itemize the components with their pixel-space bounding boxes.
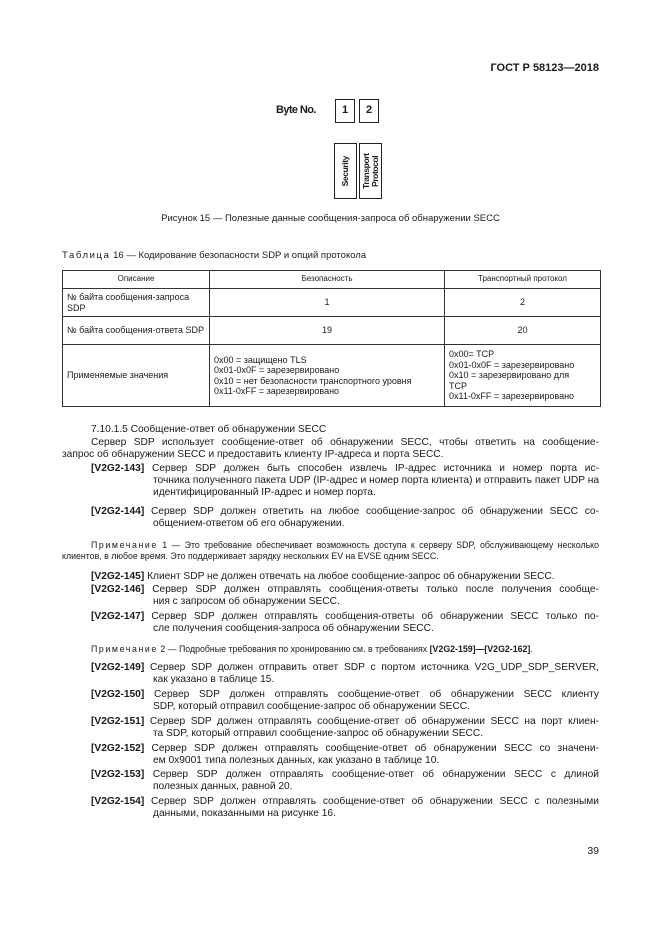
figure-caption: Рисунок 15 — Полезные данные сообщения-запроса об обнаружении SECC [161, 213, 500, 224]
byte-number-cell: 1 [335, 99, 355, 123]
requirement-text: Сервер SDP должен отправлять сообщение-ответ об обнаружении SECC клиенту [153, 689, 599, 700]
requirement-151 [91, 716, 599, 740]
value-line: 0x10 = зарезервировано для [449, 370, 570, 381]
note-prefix: Примечание [91, 644, 158, 654]
table-cell: 19 [210, 317, 445, 345]
requirement-text: Сервер SDP должен отправлять сообщение-ответ об обнаружении SECC со значени- [151, 743, 599, 754]
note-1 [62, 540, 599, 562]
requirement-text: как указано в таблице 15. [153, 674, 275, 686]
note-text: 1 — Это требование обеспечивает возможность доступа к серверу SDP, обслуживающему несколько клиентов, в любое время. Это поддерживает зарядку нескольких EV на EVSE одним SECC. [62, 540, 600, 561]
document-id: ГОСТ Р 58123—2018 [490, 62, 599, 74]
requirement-text: точника полученного пакета UDP (IP-адрес и номер порта клиента) и отправить пакет UDP на идентифицированный IP-адрес и номер порта. [153, 475, 599, 499]
page-number: 39 [587, 845, 599, 857]
column-header: Описание [63, 271, 210, 289]
table-row [63, 317, 601, 345]
requirement-text: Сервер SDP должен отправить ответ SDP с портом источника V2G_UDP_SDP_SERVER, [150, 662, 599, 673]
value-line: 0x00 = защищено TLS [214, 354, 307, 365]
field-label: Security [340, 155, 350, 187]
value-line: 0x01-0x0F = зарезервировано [449, 359, 575, 370]
requirement-tag: [V2G2-154] [91, 796, 145, 807]
table-cell: 1 [210, 289, 445, 317]
requirement-tag: [V2G2-147] [91, 611, 145, 622]
requirement-text: SDP, который отправил сообщение-запрос об обнаружении SECC. [153, 701, 470, 713]
requirement-tag: [V2G2-152] [91, 743, 145, 754]
requirement-149 [91, 662, 599, 686]
table-row [63, 289, 601, 317]
requirement-tag: [V2G2-145] [91, 571, 145, 582]
byte-no-label: Byte No. [276, 104, 316, 116]
table-row [63, 345, 601, 407]
requirement-text: ем 0x9001 типа полезных данных, как указано в таблице 10. [153, 755, 440, 767]
value-line: 0x10 = нет безопасности транспортного уровня [214, 375, 412, 386]
requirement-text: ния с запросом об обнаружении SECC. [153, 596, 340, 608]
requirement-text: Сервер SDP должен отправлять сообщение-ответ об обнаружении SECC с полезными [150, 796, 599, 807]
table-cell-desc: Применяемые значения [63, 345, 210, 407]
requirement-text: полезных данных, равной 20. [153, 781, 293, 793]
requirement-text: та SDP, который отправил сообщение-запрос об обнаружении SECC. [153, 728, 484, 740]
requirement-147 [91, 611, 599, 635]
note-end: . [530, 644, 533, 654]
requirement-text: Сервер SDP должен ответить на любое сообщение-запрос об обнаружении SECC со- [150, 506, 599, 517]
requirement-154 [91, 796, 599, 820]
note-2 [62, 644, 599, 655]
table-cell-values [445, 345, 601, 407]
requirement-text: Сервер SDP должен отправлять сообщение-ответ об обнаружении SECC на порт клиен- [149, 716, 599, 727]
table-title-prefix: Таблица [62, 250, 111, 261]
requirement-tag: [V2G2-144] [91, 506, 145, 517]
intro-line: Сервер SDP использует сообщение-ответ об обнаружении SECC, чтобы ответить на сообщение- [91, 437, 599, 448]
table-cell-desc: № байта сообщения-запроса SDP [63, 289, 210, 317]
requirement-145 [91, 571, 599, 583]
table-title-text: 16 — Кодирование безопасности SDP и опций протокола [113, 250, 367, 261]
note-prefix: Примечание [91, 540, 158, 550]
requirement-tag: [V2G2-153] [91, 769, 145, 780]
requirement-152 [91, 743, 599, 767]
value-line: 0x11-0xFF = зарезервировано [214, 386, 340, 396]
requirement-tag: [V2G2-149] [91, 662, 145, 673]
intro-line: запрос об обнаружении SECC и предоставить клиенту IP-адреса и порта SECC. [62, 449, 444, 460]
requirement-text: данными, показанными на рисунке 16. [153, 808, 336, 820]
value-line: 0x01-0x0F = зарезервировано [214, 365, 340, 375]
requirement-text: сле получения сообщения-запроса об обнаружении SECC. [153, 623, 434, 635]
requirement-text: Сервер SDP должен отправлять сообщение-ответ об обнаружении SECC с длиной [152, 769, 599, 780]
field-transport-protocol [359, 143, 382, 199]
note-reference: [V2G2-159]—[V2G2-162] [429, 644, 531, 654]
requirement-150 [91, 689, 599, 713]
requirement-text: Сервер SDP должен отправлять сообщения-ответы только после получения сообще- [152, 584, 599, 595]
table-cell-values [210, 345, 445, 407]
requirement-146 [91, 584, 599, 608]
requirement-text: Сервер SDP должен отправлять сообщения-ответы об обнаружении SECC только по- [151, 611, 599, 622]
value-line: TCP [449, 380, 467, 391]
requirement-tag: [V2G2-150] [91, 689, 145, 700]
value-line: 0x11-0xFF = зарезервировано [449, 391, 575, 402]
column-header: Безопасность [210, 271, 445, 289]
field-security [334, 143, 357, 199]
note-text: 2 — Подробные требования по хронированию см. в требованиях [160, 644, 428, 654]
requirement-tag: [V2G2-146] [91, 584, 145, 595]
requirement-tag: [V2G2-151] [91, 716, 145, 727]
requirement-text: Клиент SDP не должен отвечать на любое сообщение-запрос об обнаружении SECC. [147, 571, 555, 582]
table-cell-desc: № байта сообщения-ответа SDP [63, 317, 210, 345]
requirement-text: общением-ответом об его обнаружении. [153, 518, 345, 530]
byte-number-cell: 2 [359, 99, 379, 123]
field-label: Transport Protocol [360, 153, 380, 189]
requirement-143 [91, 463, 599, 500]
requirement-tag: [V2G2-143] [91, 463, 145, 474]
requirement-text: Сервер SDP должен быть способен извлечь IP-адрес источника и номер порта ис- [152, 463, 599, 474]
table-title [62, 250, 366, 261]
table-cell: 20 [445, 317, 601, 345]
value-line: 0x00= TCP [449, 349, 495, 360]
requirement-153 [91, 769, 599, 793]
section-heading: 7.10.1.5 Сообщение-ответ об обнаружении SECC [91, 424, 327, 435]
requirement-144 [91, 506, 599, 530]
table-header-row [63, 271, 601, 289]
sdp-security-table [62, 270, 601, 407]
table-cell: 2 [445, 289, 601, 317]
column-header: Транспортный протокол [445, 271, 601, 289]
